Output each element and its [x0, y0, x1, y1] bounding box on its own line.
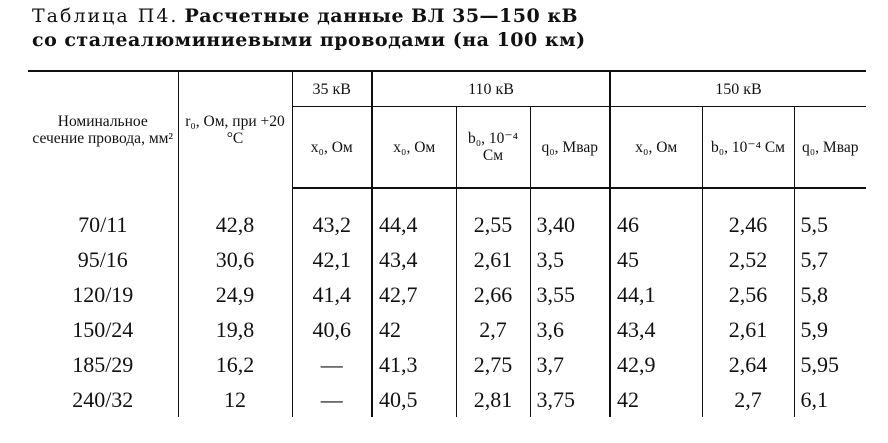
cell-q0-110kv: 3,7 [530, 347, 610, 382]
table-row [28, 242, 866, 277]
cell-x0-150kv: 44,1 [610, 277, 702, 312]
cell-section: 185/29 [72, 352, 134, 377]
cell-b0-150kv: 2,64 [702, 347, 794, 382]
header-110-x0: x₀, Ом [372, 107, 456, 189]
cell-x0-150kv: 42,9 [610, 347, 702, 382]
header-150-x0: x₀, Ом [610, 107, 702, 189]
cell-r0: 42,8 [178, 188, 292, 242]
cell-r0: 24,9 [178, 277, 292, 312]
cell-q0-150kv: 6,1 [794, 382, 866, 417]
header-r0: r₀, Ом, при +20 °C [178, 71, 292, 188]
table-caption [32, 4, 586, 52]
cell-q0-150kv: 5,8 [794, 277, 866, 312]
cell-x0-35kv: — [292, 382, 372, 417]
cell-q0-110kv: 3,40 [530, 188, 610, 242]
cell-x0-110kv: 42,7 [372, 277, 456, 312]
cell-x0-110kv: 43,4 [372, 242, 456, 277]
cell-x0-110kv: 44,4 [372, 188, 456, 242]
table-row [28, 277, 866, 312]
cell-b0-150kv: 2,61 [702, 312, 794, 347]
cell-x0-35kv: 43,2 [292, 188, 372, 242]
cell-x0-150kv: 42 [610, 382, 702, 417]
table-label: Таблица П4. [32, 5, 179, 27]
table-row [28, 312, 866, 347]
header-section: Номинальное сечение провода, мм² [28, 71, 178, 188]
header-group-150kv: 150 кВ [610, 71, 866, 107]
header-35-x0: x₀, Ом [292, 107, 372, 189]
cell-x0-150kv: 46 [610, 188, 702, 242]
cell-b0-110kv: 2,66 [456, 277, 530, 312]
header-110-q0: q₀, Мвар [530, 107, 610, 189]
cell-x0-110kv: 40,5 [372, 382, 456, 417]
cell-q0-110kv: 3,5 [530, 242, 610, 277]
cell-q0-150kv: 5,95 [794, 347, 866, 382]
table-title-line-2: со сталеалюминиевыми проводами (на 100 км) [32, 29, 586, 51]
table-body [28, 188, 866, 417]
cell-b0-110kv: 2,81 [456, 382, 530, 417]
cell-r0: 12 [178, 382, 292, 417]
header-110-b0: b₀, 10⁻⁴ См [456, 107, 530, 189]
table-row [28, 188, 866, 242]
cell-x0-110kv: 41,3 [372, 347, 456, 382]
caption-line-1 [32, 4, 586, 28]
cell-b0-150kv: 2,52 [702, 242, 794, 277]
cell-q0-110kv: 3,55 [530, 277, 610, 312]
cell-b0-110kv: 2,55 [456, 188, 530, 242]
cell-x0-150kv: 43,4 [610, 312, 702, 347]
table-title-line-1: Расчетные данные ВЛ 35—150 кВ [184, 5, 579, 27]
cell-section: 150/24 [72, 317, 134, 342]
cell-section: 240/32 [72, 387, 134, 412]
cell-section: 95/16 [77, 247, 128, 272]
cell-x0-150kv: 45 [610, 242, 702, 277]
cell-r0: 19,8 [178, 312, 292, 347]
data-table [28, 70, 866, 417]
cell-q0-150kv: 5,9 [794, 312, 866, 347]
cell-q0-150kv: 5,7 [794, 242, 866, 277]
cell-b0-150kv: 2,46 [702, 188, 794, 242]
table-row [28, 382, 866, 417]
cell-q0-150kv: 5,5 [794, 188, 866, 242]
cell-q0-110kv: 3,6 [530, 312, 610, 347]
cell-x0-110kv: 42 [372, 312, 456, 347]
table-row [28, 347, 866, 382]
cell-x0-35kv: 42,1 [292, 242, 372, 277]
cell-b0-150kv: 2,7 [702, 382, 794, 417]
cell-x0-35kv: 40,6 [292, 312, 372, 347]
header-group-35kv: 35 кВ [292, 71, 372, 107]
cell-q0-110kv: 3,75 [530, 382, 610, 417]
cell-r0: 30,6 [178, 242, 292, 277]
header-150-q0: q₀, Мвар [794, 107, 866, 189]
cell-b0-110kv: 2,7 [456, 312, 530, 347]
header-group-110kv: 110 кВ [372, 71, 610, 107]
header-150-b0: b₀, 10⁻⁴ См [702, 107, 794, 189]
cell-section: 120/19 [72, 282, 134, 307]
cell-r0: 16,2 [178, 347, 292, 382]
cell-x0-35kv: — [292, 347, 372, 382]
cell-x0-35kv: 41,4 [292, 277, 372, 312]
cell-b0-150kv: 2,56 [702, 277, 794, 312]
cell-b0-110kv: 2,75 [456, 347, 530, 382]
cell-section: 70/11 [78, 211, 128, 237]
cell-b0-110kv: 2,61 [456, 242, 530, 277]
